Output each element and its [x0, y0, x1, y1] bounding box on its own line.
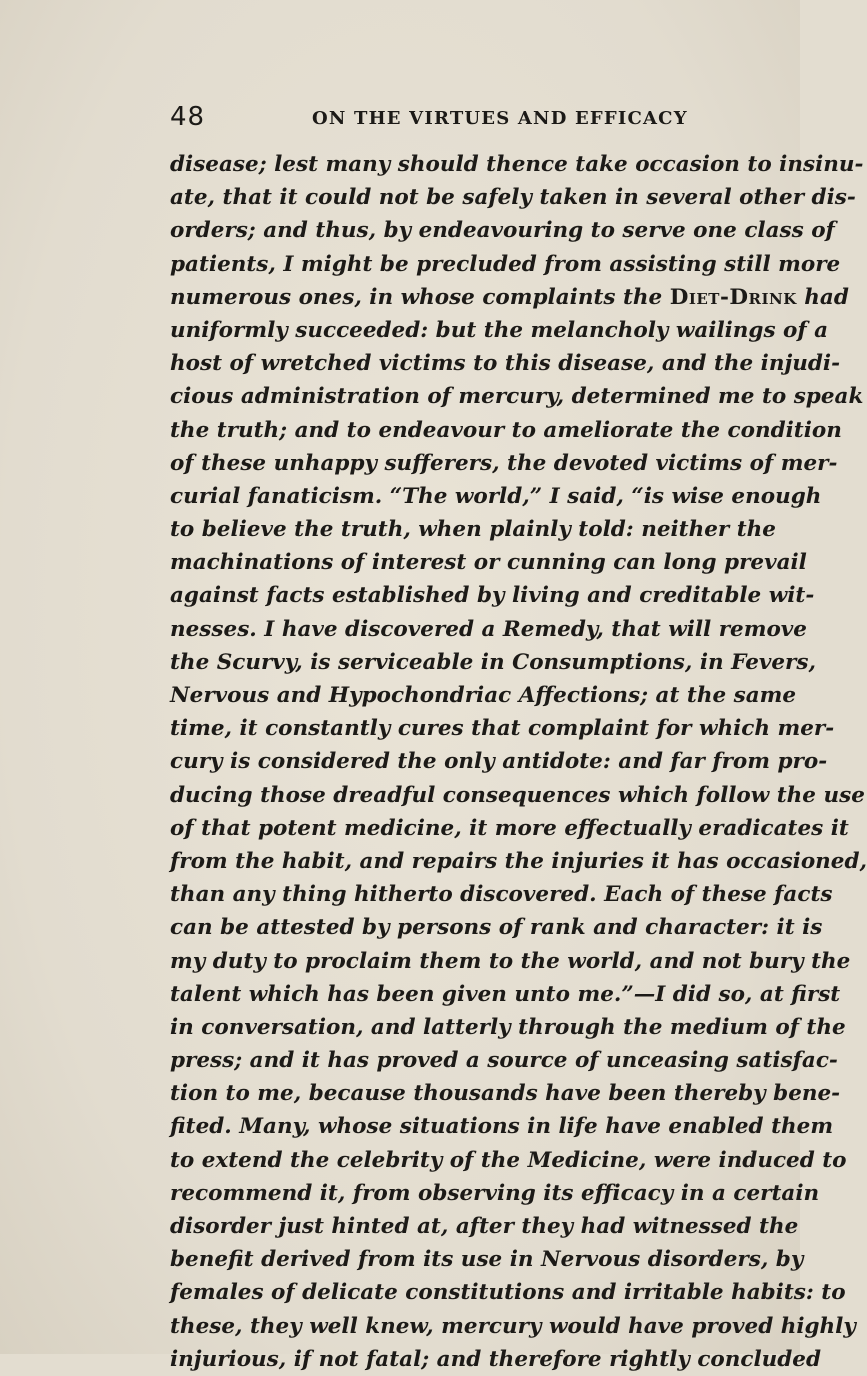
- text-line: cious administration of mercury, determined me to speak: [170, 384, 864, 410]
- text-line: curial fanaticism. “The world,” I said, “is wise enough: [170, 483, 822, 509]
- diet-drink-term: Diet-Drink: [669, 284, 797, 310]
- text-line: fited. Many, whose situations in life have enabled them: [170, 1114, 834, 1140]
- text-line: than any thing hitherto discovered. Each of these facts: [170, 882, 833, 908]
- text-line: [170, 281, 849, 314]
- text-line: females of delicate constitutions and irritable habits: to: [170, 1280, 846, 1306]
- text-line-end: had: [796, 284, 849, 310]
- text-line: disorder just hinted at, after they had witnessed the: [170, 1214, 799, 1239]
- text-line: recommend it, from observing its efficacy in a certain: [170, 1180, 820, 1206]
- text-line: to extend the celebrity of the Medicine, were induced to: [170, 1147, 847, 1173]
- text-line: of these unhappy sufferers, the devoted victims of mer-: [170, 450, 838, 476]
- text-line: nesses. I have discovered a Remedy, that will remove: [170, 616, 807, 642]
- text-line: against facts established by living and creditable wit-: [170, 583, 815, 609]
- text-line: the truth; and to endeavour to ameliorate the condition: [170, 417, 842, 443]
- text-line: ate, that it could not be safely taken in several other dis-: [170, 185, 856, 211]
- body-text: [170, 148, 867, 1376]
- text-line: Nervous and Hypochondriac Affections; at the same: [170, 683, 797, 708]
- text-line: benefit derived from its use in Nervous disorders, by: [170, 1247, 804, 1273]
- text-line: uniformly succeeded: but the melancholy wailings of a: [170, 317, 829, 343]
- text-line: ducing those dreadful consequences which follow the use: [170, 782, 865, 808]
- text-line: can be attested by persons of rank and character: it is: [170, 915, 823, 941]
- page-number: 48: [170, 102, 206, 132]
- text-line-start: numerous ones, in whose complaints the: [170, 284, 670, 310]
- text-line: in conversation, and latterly through the medium of the: [170, 1014, 846, 1040]
- text-line: host of wretched victims to this disease, and the injudi-: [170, 351, 841, 377]
- text-line: injurious, if not fatal; and therefore rightly concluded: [170, 1346, 822, 1372]
- text-line: patients, I might be precluded from assisting still more: [170, 251, 841, 277]
- text-line: talent which has been given unto me.”—I did so, at first: [170, 981, 841, 1007]
- text-line: disease; lest many should thence take occasion to insinu-: [170, 152, 864, 177]
- text-line: to believe the truth, when plainly told: neither the: [170, 517, 776, 543]
- running-head: [170, 102, 750, 132]
- text-line: tion to me, because thousands have been thereby bene-: [170, 1081, 841, 1107]
- text-line: the Scurvy, is serviceable in Consumptions, in Fevers,: [170, 649, 816, 675]
- text-line: machinations of interest or cunning can long prevail: [170, 550, 807, 576]
- text-line: of that potent medicine, it more effectually eradicates it: [170, 815, 849, 841]
- text-line: press; and it has proved a source of unceasing satisfac-: [170, 1048, 838, 1074]
- text-line: orders; and thus, by endeavouring to serve one class of: [170, 218, 835, 244]
- text-line: time, it constantly cures that complaint for which mer-: [170, 716, 835, 742]
- text-line: these, they well knew, mercury would have proved highly: [170, 1313, 856, 1339]
- text-line: my duty to proclaim them to the world, and not bury the: [170, 948, 851, 974]
- text-line: from the habit, and repairs the injuries it has occasioned,: [170, 848, 867, 874]
- text-line: cury is considered the only antidote: and far from pro-: [170, 749, 828, 775]
- running-title: ON THE VIRTUES AND EFFICACY: [312, 108, 688, 129]
